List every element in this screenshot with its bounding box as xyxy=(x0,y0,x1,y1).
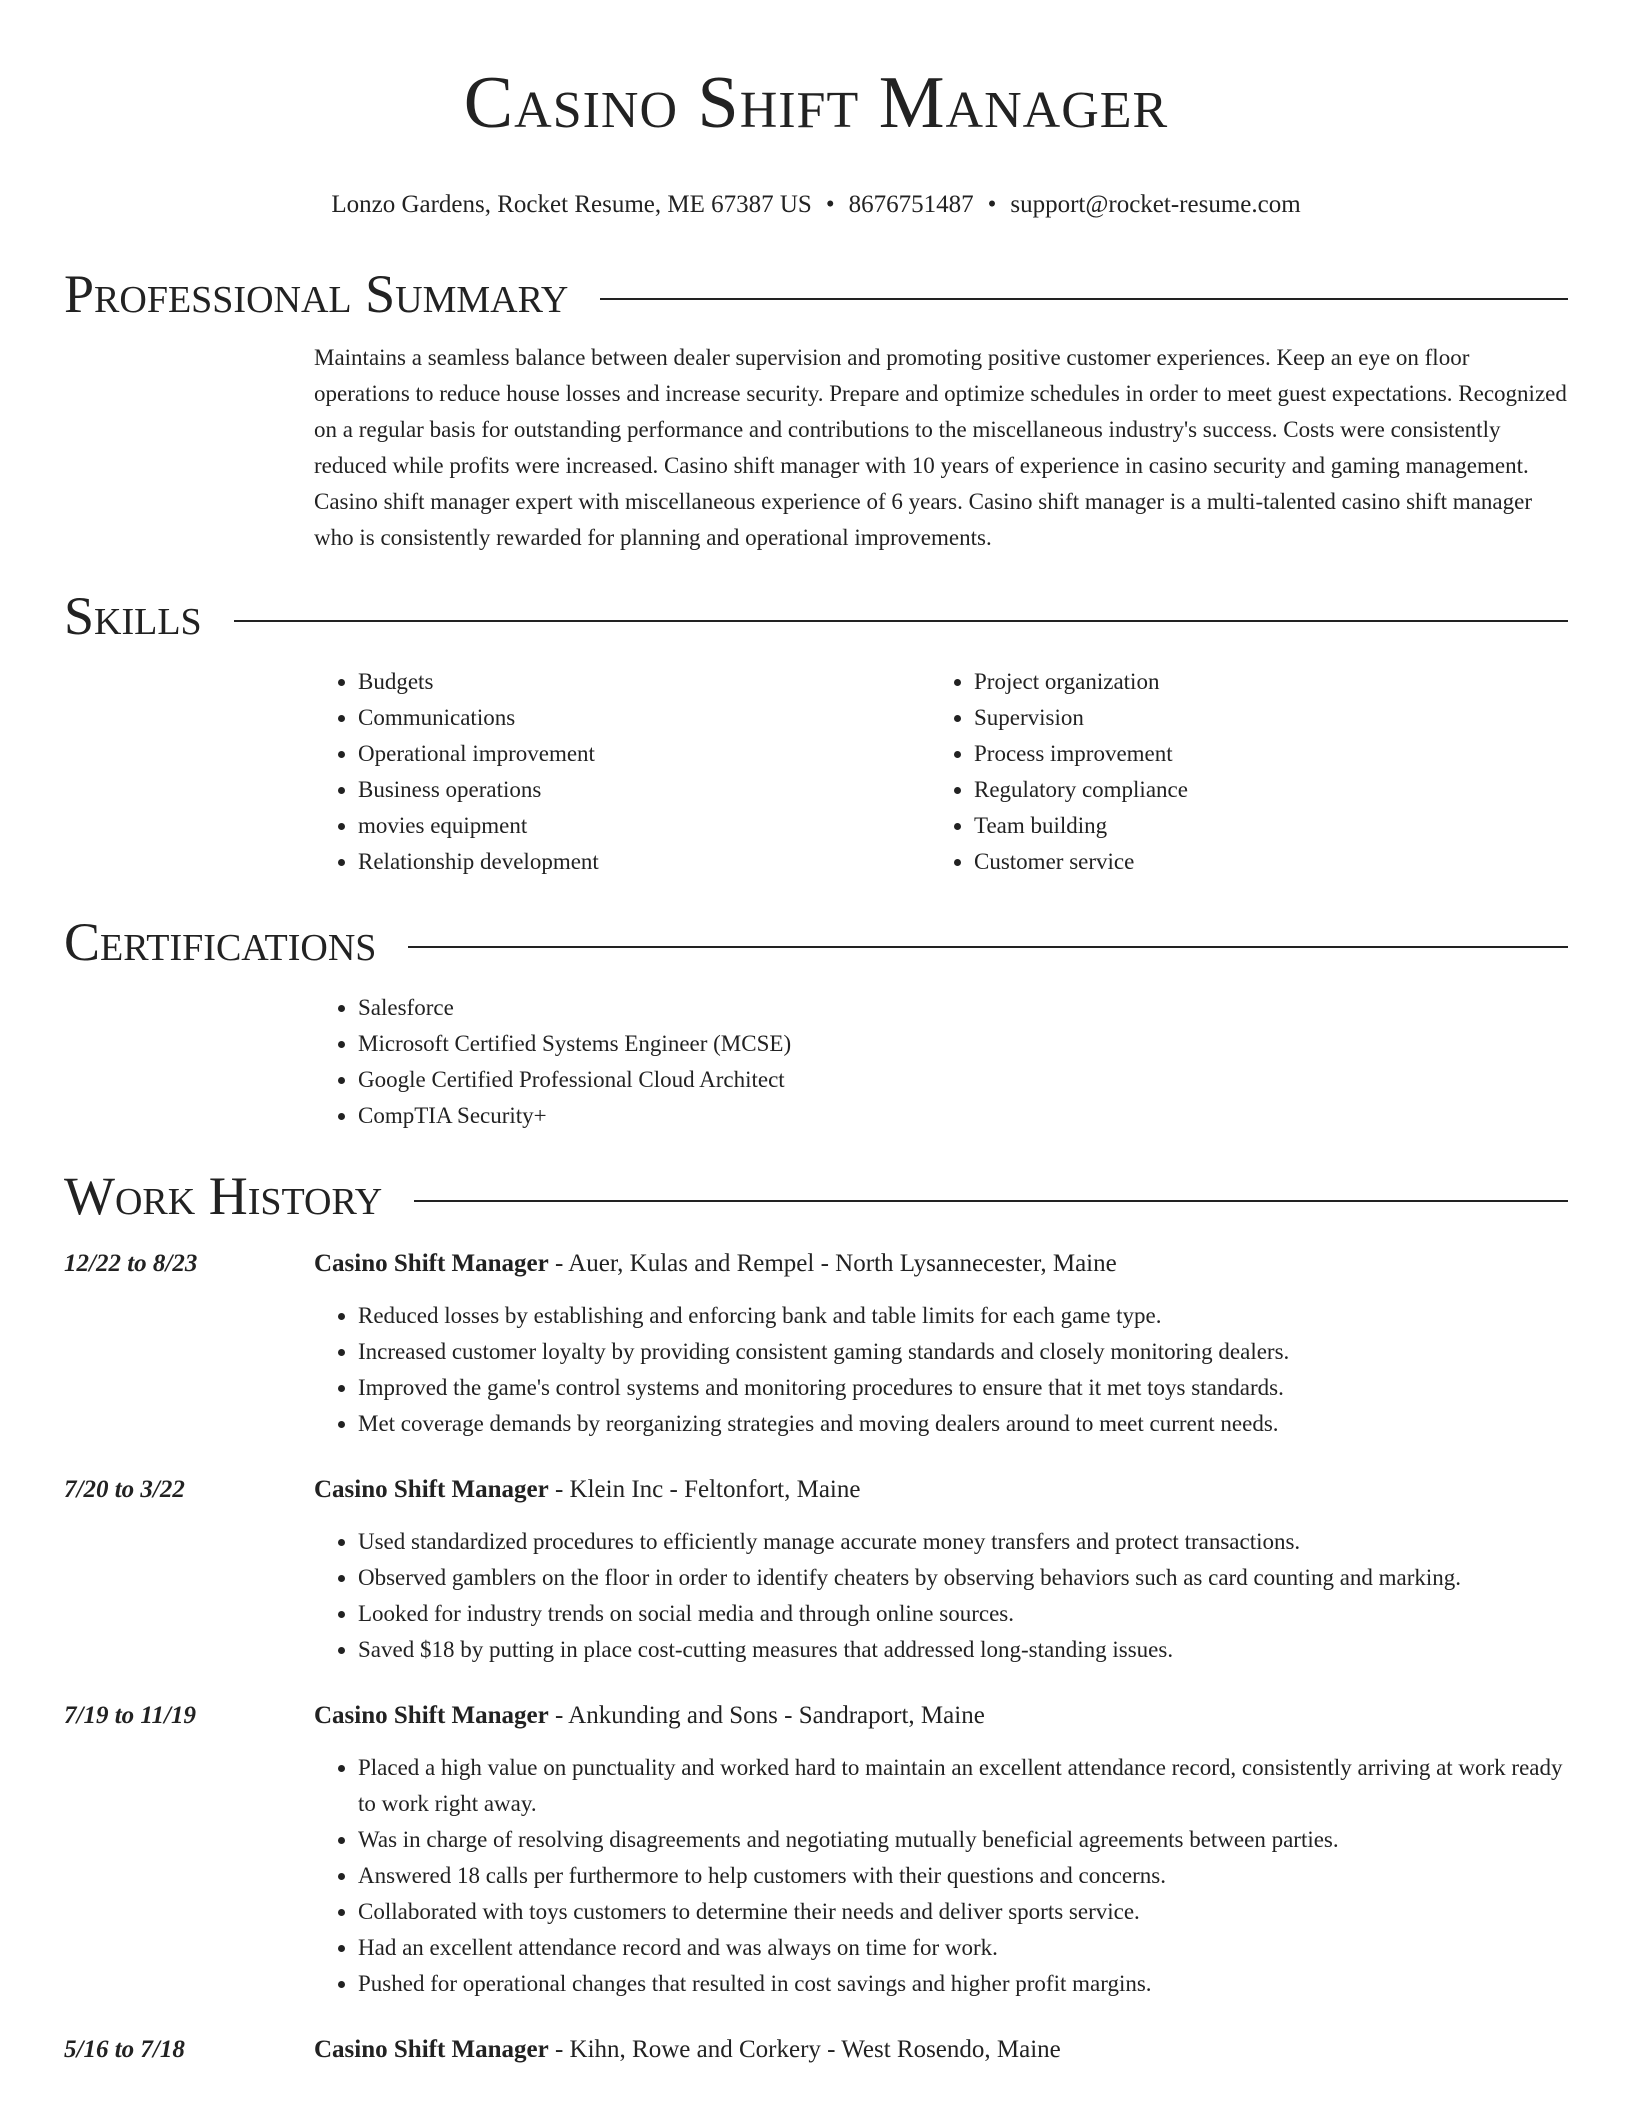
skills-list xyxy=(314,664,1568,880)
skills-section-header xyxy=(64,584,1568,648)
skill-item: • Regulatory compliance xyxy=(974,772,1546,808)
job-header xyxy=(64,1472,1568,1508)
candidate-name: Casino Shift Manager xyxy=(463,62,1169,144)
job-dates: 12/22 to 8/23 xyxy=(64,1250,198,1277)
job-entry xyxy=(64,1472,1568,1668)
section-divider xyxy=(414,1200,1568,1202)
contact-separator: • xyxy=(987,191,997,218)
summary-heading: Professional Summary xyxy=(64,264,569,324)
skills-column-right xyxy=(930,664,1546,880)
contact-line xyxy=(64,190,1568,220)
certification-item: • CompTIA Security+ xyxy=(358,1098,1568,1134)
job-title-line xyxy=(314,1472,860,1508)
contact-address: Lonzo Gardens, Rocket Resume, ME 67387 US xyxy=(331,191,812,218)
job-bullets xyxy=(314,1298,1568,1442)
job-header xyxy=(64,1246,1568,1282)
certification-item: • Google Certified Professional Cloud Architect xyxy=(358,1062,1568,1098)
job-bullet: • Increased customer loyalty by providing consistent gaming standards and closely monitoring dealers. xyxy=(358,1334,1568,1370)
skill-item: • Operational improvement xyxy=(358,736,930,772)
job-employer: - Klein Inc - Feltonfort, Maine xyxy=(548,1476,861,1503)
job-bullet: • Answered 18 calls per furthermore to help customers with their questions and concerns. xyxy=(358,1858,1568,1894)
certifications-list xyxy=(314,990,1568,1134)
work-section-header xyxy=(64,1164,1568,1228)
skill-item: • Project organization xyxy=(974,664,1546,700)
section-divider xyxy=(600,298,1568,300)
skill-item: • Supervision xyxy=(974,700,1546,736)
skill-item: • Team building xyxy=(974,808,1546,844)
skill-item: • movies equipment xyxy=(358,808,930,844)
job-bullets xyxy=(314,1750,1568,2002)
section-divider xyxy=(408,946,1568,948)
skill-item: • Budgets xyxy=(358,664,930,700)
job-bullet: • Placed a high value on punctuality and worked hard to maintain an excellent attendance record, consistently arriving at work ready to work right away. xyxy=(358,1750,1568,1822)
contact-phone: 8676751487 xyxy=(848,191,974,218)
job-dates: 5/16 to 7/18 xyxy=(64,2036,185,2063)
job-bullet: • Improved the game's control systems and monitoring procedures to ensure that it met toys standards. xyxy=(358,1370,1568,1406)
certification-item: • Microsoft Certified Systems Engineer (MCSE) xyxy=(358,1026,1568,1062)
job-employer: - Auer, Kulas and Rempel - North Lysannecester, Maine xyxy=(548,1250,1117,1277)
job-entry xyxy=(64,2032,1568,2068)
summary-text: Maintains a seamless balance between dealer supervision and promoting positive customer experiences. Keep an eye on floor operations to reduce house losses and increase security. Prepare and optimize schedules in order to meet guest expectations. Recognized on a regular basis for outstanding performance and contributions to the miscellaneous industry's success. Costs were consistently reduced while profits were increased. Casino shift manager with 10 years of experience in casino security and gaming management. Casino shift manager expert with miscellaneous experience of 6 years. Casino shift manager is a multi-talented casino shift manager who is consistently rewarded for planning and operational improvements. xyxy=(314,345,1567,550)
summary-section-header xyxy=(64,262,1568,326)
job-bullet: • Met coverage demands by reorganizing strategies and moving dealers around to meet current needs. xyxy=(358,1406,1568,1442)
work-history-list xyxy=(64,1246,1568,2068)
job-bullet: • Was in charge of resolving disagreements and negotiating mutually beneficial agreements between parties. xyxy=(358,1822,1568,1858)
job-title: Casino Shift Manager xyxy=(314,1250,549,1277)
job-entry xyxy=(64,1246,1568,1442)
job-title-line xyxy=(314,2032,1061,2068)
skill-item: • Business operations xyxy=(358,772,930,808)
skill-item: • Communications xyxy=(358,700,930,736)
job-dates: 7/19 to 11/19 xyxy=(64,1702,196,1729)
job-bullet: • Used standardized procedures to efficiently manage accurate money transfers and protect transactions. xyxy=(358,1524,1568,1560)
job-bullet: • Reduced losses by establishing and enforcing bank and table limits for each game type. xyxy=(358,1298,1568,1334)
job-header xyxy=(64,2032,1568,2068)
job-header xyxy=(64,1698,1568,1734)
contact-separator: • xyxy=(825,191,835,218)
skills-heading: Skills xyxy=(64,586,202,646)
job-bullets xyxy=(314,1524,1568,1668)
job-bullet: • Saved $18 by putting in place cost-cutting measures that addressed long-standing issues. xyxy=(358,1632,1568,1668)
contact-email: support@rocket-resume.com xyxy=(1010,191,1301,218)
job-title-line xyxy=(314,1698,985,1734)
certification-item: • Salesforce xyxy=(358,990,1568,1026)
certifications-section-header xyxy=(64,910,1568,974)
skills-column-left xyxy=(314,664,930,880)
job-title-line xyxy=(314,1246,1117,1282)
job-bullet: • Observed gamblers on the floor in order to identify cheaters by observing behaviors such as card counting and marking. xyxy=(358,1560,1568,1596)
job-title: Casino Shift Manager xyxy=(314,1476,549,1503)
job-entry xyxy=(64,1698,1568,2002)
job-bullet: • Pushed for operational changes that resulted in cost savings and higher profit margins. xyxy=(358,1966,1568,2002)
section-divider xyxy=(234,620,1568,622)
job-bullet: • Collaborated with toys customers to determine their needs and deliver sports service. xyxy=(358,1894,1568,1930)
work-heading: Work History xyxy=(64,1166,383,1226)
skill-item: • Process improvement xyxy=(974,736,1546,772)
skill-item: • Customer service xyxy=(974,844,1546,880)
job-bullet: • Looked for industry trends on social media and through online sources. xyxy=(358,1596,1568,1632)
job-title: Casino Shift Manager xyxy=(314,1702,549,1729)
job-employer: - Ankunding and Sons - Sandraport, Maine xyxy=(548,1702,985,1729)
job-employer: - Kihn, Rowe and Corkery - West Rosendo, Maine xyxy=(548,2036,1061,2063)
job-bullet: • Had an excellent attendance record and was always on time for work. xyxy=(358,1930,1568,1966)
job-title: Casino Shift Manager xyxy=(314,2036,549,2063)
skill-item: • Relationship development xyxy=(358,844,930,880)
job-dates: 7/20 to 3/22 xyxy=(64,1476,185,1503)
certifications-heading: Certifications xyxy=(64,912,377,972)
